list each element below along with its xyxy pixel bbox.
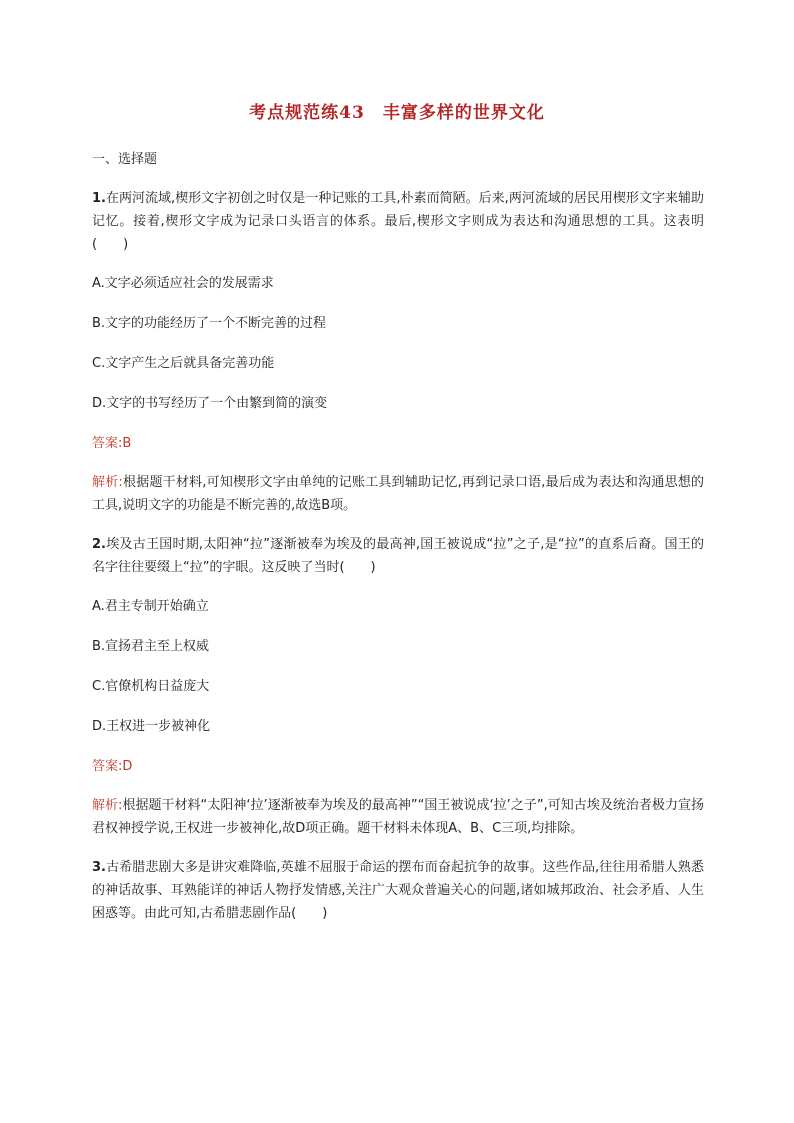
question-stem: 埃及古王国时期,太阳神“拉”逐渐被奉为埃及的最高神,国王被说成“拉”之子,是“拉”的直系后裔。国王的名字往往要缀上“拉”的字眼。这反映了当时( )	[92, 537, 704, 575]
question-2	[92, 533, 704, 579]
analysis-text: 根据题干材料“太阳神‘拉’逐渐被奉为埃及的最高神”“国王被说成‘拉’之子”,可知古埃及统治者极力宣扬君权神授学说,王权进一步被神化,故D项正确。题干材料未体现A、B、C三项,均排除。	[92, 798, 704, 836]
option-c: C.文字产生之后就具备完善功能	[92, 356, 275, 371]
question-1	[92, 187, 704, 256]
answer-1	[92, 432, 704, 455]
question-stem: 在两河流域,楔形文字初创之时仅是一种记账的工具,朴素而简陋。后来,两河流域的居民用楔形文字来辅助记忆。接着,楔形文字成为记录口头语言的体系。最后,楔形文字则成为表达和沟通思想的工具。这表明( )	[92, 191, 704, 252]
question-number: 2.	[92, 537, 106, 552]
section-heading: 一、选择题	[92, 152, 158, 167]
option-d: D.王权进一步被神化	[92, 719, 211, 734]
answer-value: D	[122, 759, 133, 774]
question-number: 1.	[92, 191, 106, 206]
analysis-label: 解析:	[92, 475, 123, 490]
answer-label: 答案:	[92, 759, 123, 774]
question-3	[92, 856, 704, 925]
option-b: B.文字的功能经历了一个不断完善的过程	[92, 316, 327, 331]
question-stem: 古希腊悲剧大多是讲灾难降临,英雄不屈服于命运的摆布而奋起抗争的故事。这些作品,往往用希腊人熟悉的神话故事、耳熟能详的神话人物抒发情感,关注广大观众普遍关心的问题,诸如城邦政治、社会矛盾、人生困惑等。由此可知,古希腊悲剧作品( )	[92, 860, 704, 921]
answer-value: B	[122, 436, 132, 451]
answer-2	[92, 755, 704, 778]
option-a: A.文字必须适应社会的发展需求	[92, 276, 274, 291]
answer-label: 答案:	[92, 436, 123, 451]
option-b: B.宣扬君主至上权威	[92, 639, 210, 654]
question-number: 3.	[92, 860, 106, 875]
document-content	[92, 148, 704, 941]
analysis-1	[92, 471, 704, 517]
option-d: D.文字的书写经历了一个由繁到简的演变	[92, 396, 328, 411]
analysis-label: 解析:	[92, 798, 123, 813]
option-c: C.官僚机构日益庞大	[92, 679, 210, 694]
analysis-text: 根据题干材料,可知楔形文字由单纯的记账工具到辅助记忆,再到记录口语,最后成为表达和沟通思想的工具,说明文字的功能是不断完善的,故选B项。	[92, 475, 704, 513]
analysis-2	[92, 794, 704, 840]
option-a: A.君主专制开始确立	[92, 599, 209, 614]
page-title: 考点规范练43 丰富多样的世界文化	[249, 103, 545, 123]
